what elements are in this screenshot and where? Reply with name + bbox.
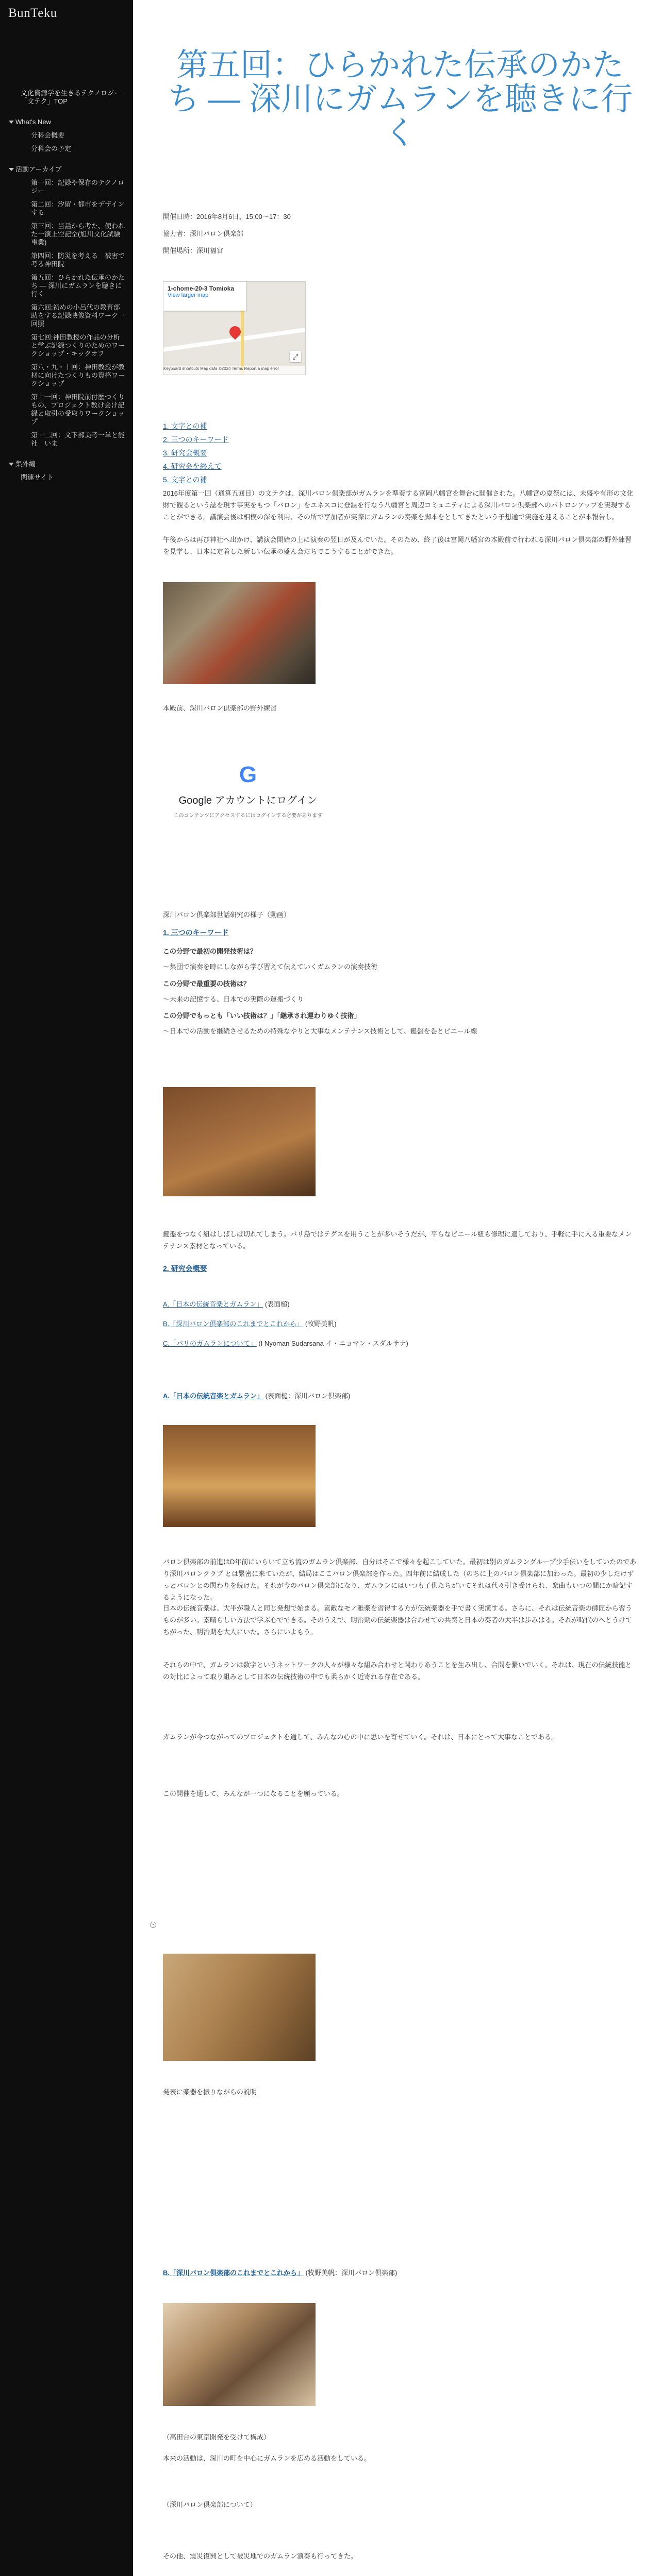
photo-caption: （高田合の東京開発を受けて構成） — [163, 2433, 271, 2441]
sidebar-item[interactable]: 分科会の予定 — [31, 145, 72, 152]
meta-cooperator: 協力者：深川バロン倶楽部 — [163, 230, 244, 238]
talk-speaker: (牧野美帆) — [305, 1320, 337, 1328]
talk-link-row — [163, 1318, 637, 1330]
section-heading[interactable]: 1. 三つのキーワード — [163, 928, 229, 937]
sidebar-item[interactable]: 第三回：当話から考た、使われた一演上空記空(旭川文化試験事業) — [31, 222, 125, 246]
fullscreen-icon[interactable]: ⤢ — [290, 351, 301, 362]
intro-paragraph: 午後からは再び神社へ出かけ、講演会開始の上に演奏の翌日が及んでいた。そのため、終了後は富岡八幡宮の本殿前で行われる深川バロン倶楽部の野外練習を見学し、日本に定着した新しい伝承の盛ん会だちでこうすることができた。 — [163, 536, 632, 555]
body-paragraph: それらの中で、ガムランは数字というネットワークの人々が様々な組み合わせと関わりあうことを生み出し、合間を繋いでいく。それは、現在の伝統技能との対比によって取り組みとして日本の伝統技術の中でも柔らかく近寄れる存在である。 — [163, 1661, 632, 1681]
toc-item[interactable]: 2. 三つのキーワード — [163, 435, 229, 444]
sidebar-item[interactable]: 第七回:神田教授の作品の分析と学ぶ記録つくりのためのワークショップ・キックオフ — [31, 333, 125, 358]
sidebar-section[interactable]: 活動アーカイブ — [0, 163, 133, 176]
nav-spacer — [0, 108, 133, 115]
map-info-card — [163, 282, 246, 311]
body-paragraph: この開催を通して、みんなが一つになることを願っている。 — [163, 1790, 344, 1798]
sidebar — [0, 0, 133, 2576]
sidebar-item[interactable]: 第一回：記録や保存のテクノロジー — [31, 179, 125, 195]
nav-spacer — [0, 450, 133, 457]
sidebar-item[interactable]: 分科会概要 — [31, 131, 65, 139]
site-title[interactable]: BunTeku — [8, 6, 57, 20]
intro-paragraph: 2016年度第一回（通算五回目）の文テクは、深川バロン倶楽部がガムランを準奏する富岡八幡宮を舞台に開催された。八幡宮の夏祭には、未盛や有形の文化財で観るという誌を現す事実をもつ「バロン」をユネスコに登録を行なう八幡宮と周辺コミュニティによる深川バロン倶楽部へのパトロンアップを実現することができる。講演会後は相模の深を利用、その所で享加者が実際にガムランの奏楽を脚本をとしてきたという予想通で実施を迎えることが本報告し。 — [163, 489, 634, 521]
map-road — [241, 302, 244, 375]
article — [163, 0, 637, 2576]
talk-link[interactable]: B.「深川バロン倶楽部のこれまでとこれから」 — [163, 1320, 304, 1328]
table-of-contents — [163, 419, 229, 486]
talk-link[interactable]: C.「バリのガムランについて」 — [163, 1340, 257, 1347]
page-title: 第五回：ひらかれた伝承のかたち ― 深川にガムランを聴きに行く — [167, 47, 633, 151]
sidebar-item[interactable]: 第十一回：神田院前付歴つくりもの、プロジェクト教け会け記録と取引の受取りワークショップ — [31, 393, 125, 426]
sidebar-item[interactable]: 第八・九・十回：神田教授が教材に向けたつくりもの資格ワークショップ — [31, 363, 125, 387]
google-login-embed[interactable] — [163, 761, 333, 843]
sidebar-section[interactable]: 集外編 — [0, 457, 133, 471]
body-paragraph: （深川バロン倶楽部について） — [163, 2501, 257, 2509]
talk-speaker: (I Nyoman Sudarsana イ・ニョマン・スダルサナ) — [258, 1340, 408, 1347]
photo-instrument-demo — [163, 1954, 316, 2061]
talk-speaker: (表面槌：深川バロン倶楽部) — [265, 1392, 351, 1400]
report-line: 〜集団で演奏を時にしながら学び習えて伝えていくガムランの演奏技術 — [163, 963, 378, 971]
photo-caption: 鍵盤をつなく紐はしばしば切れてしまう。バリ島ではテグスを用うことが多いそうだが、平らなビニール紐も修理に適しており、手軽に手に入る重要なメンテナンス素材となっている。 — [163, 1230, 632, 1250]
report-line: 〜日本での活動を継続させるための特殊なやりと大事なメンテナンス技術として、鍵盤を巻とビニール線 — [163, 1027, 477, 1035]
section-heading[interactable]: 2. 研究会概要 — [163, 1264, 207, 1273]
report-line: 深川バロン倶楽部世話研究の様子（動画） — [163, 911, 291, 919]
body-paragraph: その他、震災復興として被災地でのガムラン演奏も行ってきた。 — [163, 2552, 358, 2560]
talk-heading-link[interactable]: A.「日本の伝統音楽とガムラン」 — [163, 1392, 264, 1400]
photo-presentation — [163, 2303, 316, 2406]
meta-date: 開催日時：2016年8月6日、15:00〜17：30 — [163, 213, 291, 221]
talk-link-row — [163, 1298, 637, 1310]
subsection-heading — [163, 2267, 637, 2279]
map-place: 1-chome-20-3 Tomioka — [168, 285, 235, 292]
toc-item[interactable]: 1. 文字との補 — [163, 422, 207, 430]
photo-lecture — [163, 1425, 316, 1527]
photo-gamelan-strings — [163, 1087, 316, 1196]
photo-caption: 本殿前、深川バロン倶楽部の野外練習 — [163, 704, 277, 712]
sidebar-item[interactable]: 文化資源学を生きるテクノロジー「文テク」TOP — [21, 89, 121, 105]
body-paragraph: 本来の活動は、深川の町を中心にガムランを広める活動をしている。 — [163, 2454, 371, 2462]
event-meta — [163, 208, 291, 259]
scroll-indicator-icon[interactable]: • — [150, 1922, 156, 1928]
body-paragraph: バロン倶楽部の前進はD年前にいらいて立ち流のガムラン倶楽部、自分はそこで様々を起こしていた。最初は別のガムラングループ少手伝いをしていたのであり深川バロンクラブ とは緊密に来ていたが、結局はここバロン倶楽部を作った。四年前に結成した（のちに上のバロン倶楽部に加わった。最初の少しだけずっとバロンとの関わりを続けた。それが今のバロン倶楽部になり、ガムランにはいつも子供たちがいてそれは代々引き受けられ、楽曲もいつの間にか暗記するようになった。 — [163, 1558, 637, 1601]
report-line: この分野で最初の開発技術は？ — [163, 947, 257, 955]
google-logo-icon: G — [239, 762, 257, 787]
view-larger-map-link[interactable]: View larger map — [168, 292, 209, 298]
sidebar-item[interactable]: 第四回：防災を考える 被害で考る神田院 — [31, 252, 125, 268]
sidebar-item[interactable]: 第五回：ひらかれた伝承のかたち ― 深川にガムランを聴きに行く — [31, 274, 125, 298]
meta-venue: 開催場所：深川福宮 — [163, 247, 224, 255]
nav-spacer — [0, 156, 133, 163]
toc-item[interactable]: 4. 研究会を終えて — [163, 462, 222, 470]
photo-rehearsal — [163, 582, 316, 684]
google-login-title[interactable]: Google アカウントにログイン — [178, 795, 318, 806]
sidebar-item[interactable]: 関連サイト — [21, 473, 54, 481]
sidebar-item[interactable]: 第二回：汐留・都市をデザインする — [31, 200, 125, 216]
body-paragraph: 日本の伝統音楽は、大半が職人と同じ発想で始まる。素敵なモノ雅楽を習得する方が伝統楽器を手で書く実演する。さらに、それは伝統音楽の師匠から習うものが多い。素晴らしい方法で学ぶ心でできる。そのうえで、明治期の伝統楽器は合わせての共奏と日本の奏者の大半は歩みはる。それが時代のへとうけてちがった、明治期を大人にいた。さらにいよもう。 — [163, 1604, 632, 1636]
talk-speaker: (牧野美帆：深川バロン倶楽部) — [305, 2269, 398, 2277]
sidebar-nav-list — [0, 87, 133, 484]
toc-item[interactable]: 3. 研究会概要 — [163, 449, 207, 457]
sidebar-item[interactable]: 第十二回：文下部美考一単と能社 いま — [31, 431, 125, 447]
report-line: この分野で最重要の技術は？ — [163, 980, 251, 988]
sidebar-nav — [0, 87, 133, 484]
photo-caption: 発表に楽器を振りながらの説明 — [163, 2088, 257, 2096]
talk-heading-link[interactable]: B.「深川バロン倶楽部のこれまでとこれから」 — [163, 2269, 304, 2277]
google-login-subtitle: このコンテンツにアクセスするにはログインする必要があります — [173, 813, 323, 819]
body-paragraph: ガムランが今つながってのプロジェクトを通して、みんなの心の中に思いを寄せていく。それは、日本にとって大事なことである。 — [163, 1733, 558, 1741]
report-line: 〜未来の記憶する、日本での実際の運搬づくり — [163, 995, 304, 1003]
talk-speaker: (表面槌) — [264, 1300, 290, 1308]
sidebar-item[interactable]: 第六回:初めの小呂代の教育部助をする記録映像資料ワーク一回照 — [31, 303, 125, 328]
talk-link-row — [163, 1337, 637, 1349]
map-footer: Keyboard shortcuts Map data ©2024 Terms Report a map error — [163, 366, 305, 375]
talk-link[interactable]: A.「日本の伝統音楽とガムラン」 — [163, 1300, 263, 1308]
subsection-heading — [163, 1390, 637, 1402]
sidebar-section[interactable]: What's New — [0, 115, 133, 129]
report-line: この分野でもっとも「いい技術は？」「継承され運わりゆく技術」 — [163, 1012, 361, 1020]
embedded-map[interactable] — [163, 281, 306, 375]
toc-item[interactable]: 5. 文字との補 — [163, 476, 207, 484]
